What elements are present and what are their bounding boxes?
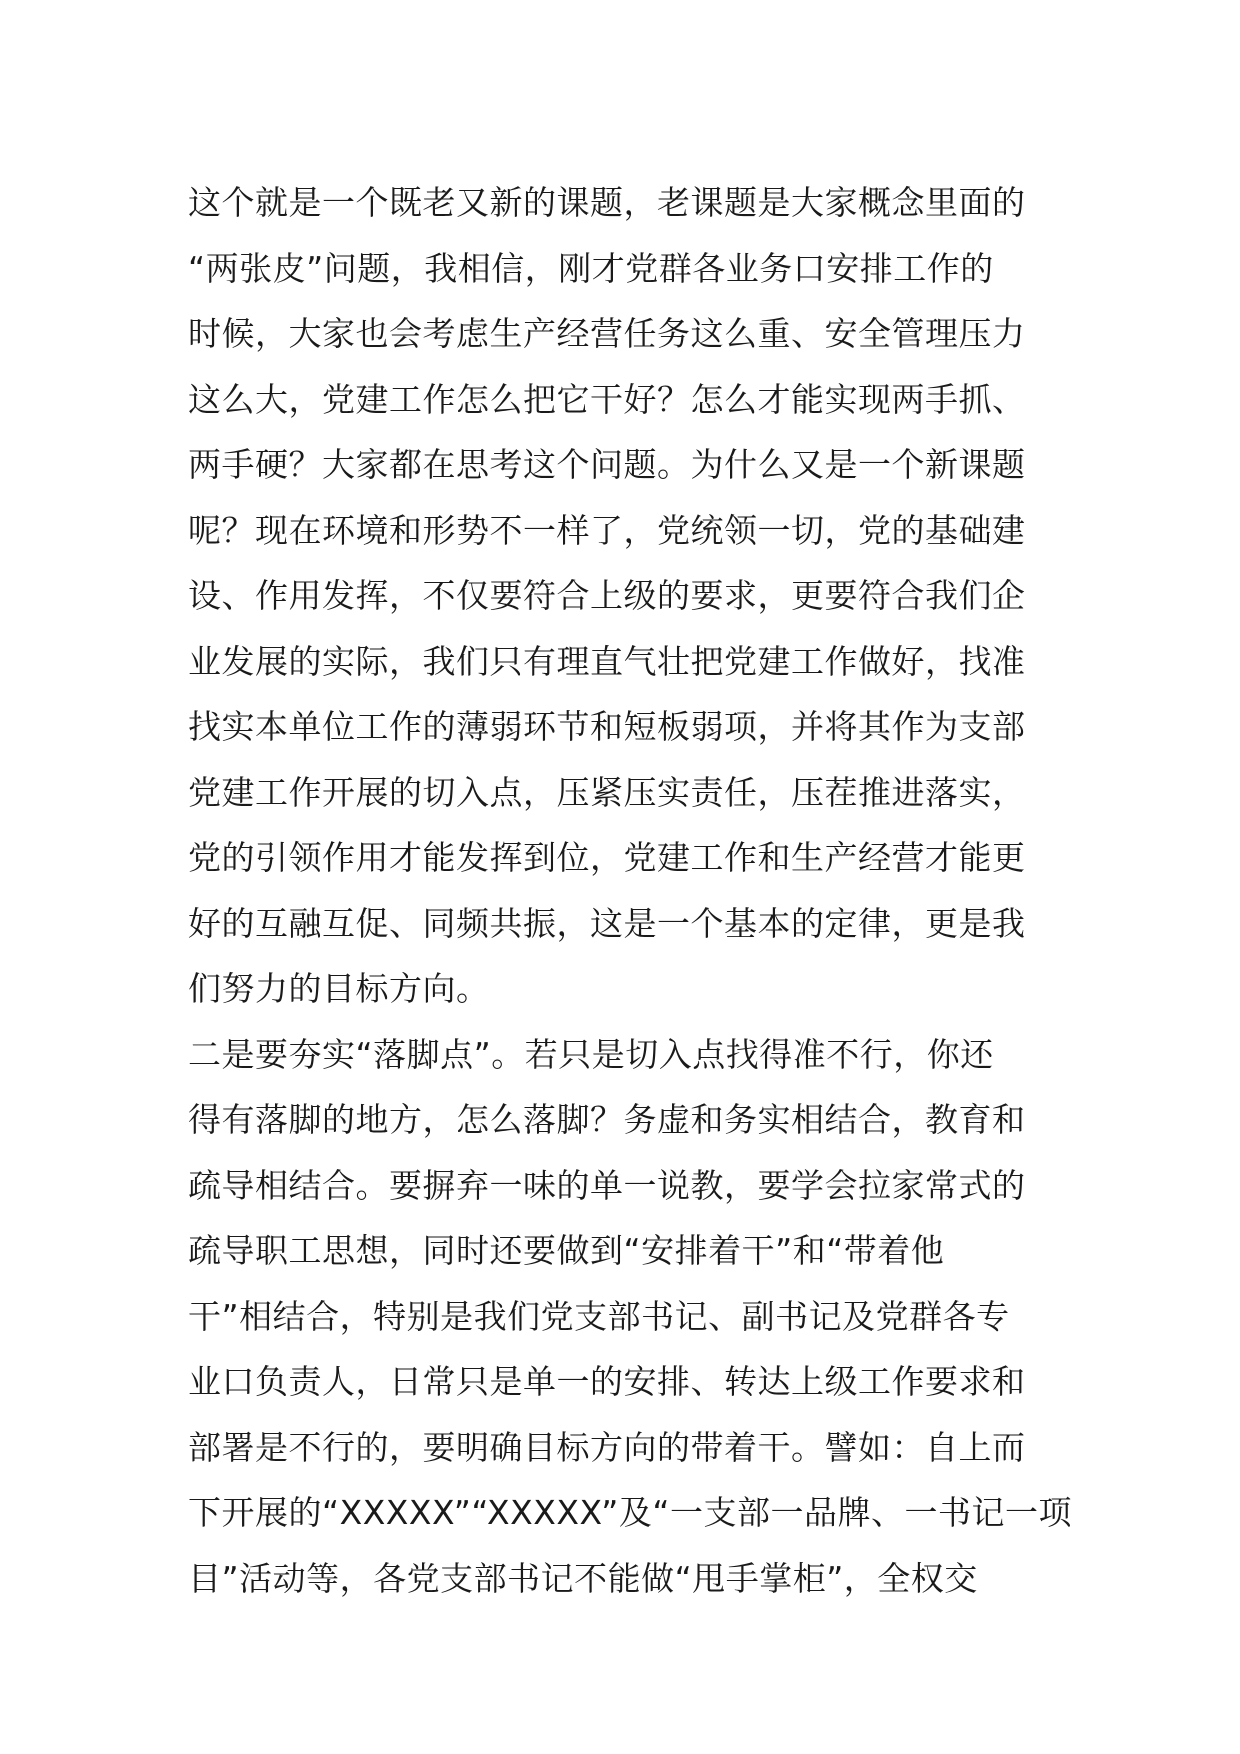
text-line: 两手硬？大家都在思考这个问题。为什么又是一个新课题 xyxy=(188,445,1026,484)
text-line: 党建工作开展的切入点，压紧压实责任，压茬推进落实， xyxy=(188,772,1026,812)
text-line: 二是要夯实“落脚点”。若只是切入点找得准不行，你还 xyxy=(188,1034,994,1074)
text-line: 疏导职工思想，同时还要做到“安排着干”和“带着他 xyxy=(188,1231,945,1270)
text-line: 设、作用发挥，不仅要符合上级的要求，更要符合我们企 xyxy=(188,576,1026,615)
body-text xyxy=(188,170,1072,1611)
text-line: 业口负责人，日常只是单一的安排、转达上级工作要求和 xyxy=(188,1362,1026,1401)
text-line: 好的互融互促、同频共振，这是一个基本的定律，更是我 xyxy=(188,903,1026,943)
text-line: 干”相结合，特别是我们党支部书记、副书记及党群各专 xyxy=(188,1296,1010,1336)
text-line: 时候，大家也会考虑生产经营任务这么重、安全管理压力 xyxy=(188,314,1026,353)
text-line: 业发展的实际，我们只有理直气壮把党建工作做好，找准 xyxy=(188,641,1026,681)
text-line: 们努力的目标方向。 xyxy=(188,969,490,1008)
text-line: 党的引领作用才能发挥到位，党建工作和生产经营才能更 xyxy=(188,838,1026,877)
text-line: 目”活动等，各党支部书记不能做“甩手掌柜”，全权交 xyxy=(188,1558,978,1598)
text-line: 呢？现在环境和形势不一样了，党统领一切，党的基础建 xyxy=(188,510,1026,550)
text-line: “两张皮”问题，我相信，刚才党群各业务口安排工作的 xyxy=(188,248,994,288)
text-line: 得有落脚的地方，怎么落脚？务虚和务实相结合，教育和 xyxy=(188,1100,1026,1139)
text-line: 部署是不行的，要明确目标方向的带着干。譬如：自上而 xyxy=(188,1427,1026,1467)
text-line: 这么大，党建工作怎么把它干好？怎么才能实现两手抓、 xyxy=(188,379,1026,419)
text-line: 这个就是一个既老又新的课题，老课题是大家概念里面的 xyxy=(188,183,1026,222)
text-line: 找实本单位工作的薄弱环节和短板弱项，并将其作为支部 xyxy=(188,707,1026,746)
text-line: 下开展的“XXXXX”“XXXXX”及“一支部一品牌、一书记一项 xyxy=(188,1493,1072,1532)
text-line: 疏导相结合。要摒弃一味的单一说教，要学会拉家常式的 xyxy=(188,1165,1026,1205)
